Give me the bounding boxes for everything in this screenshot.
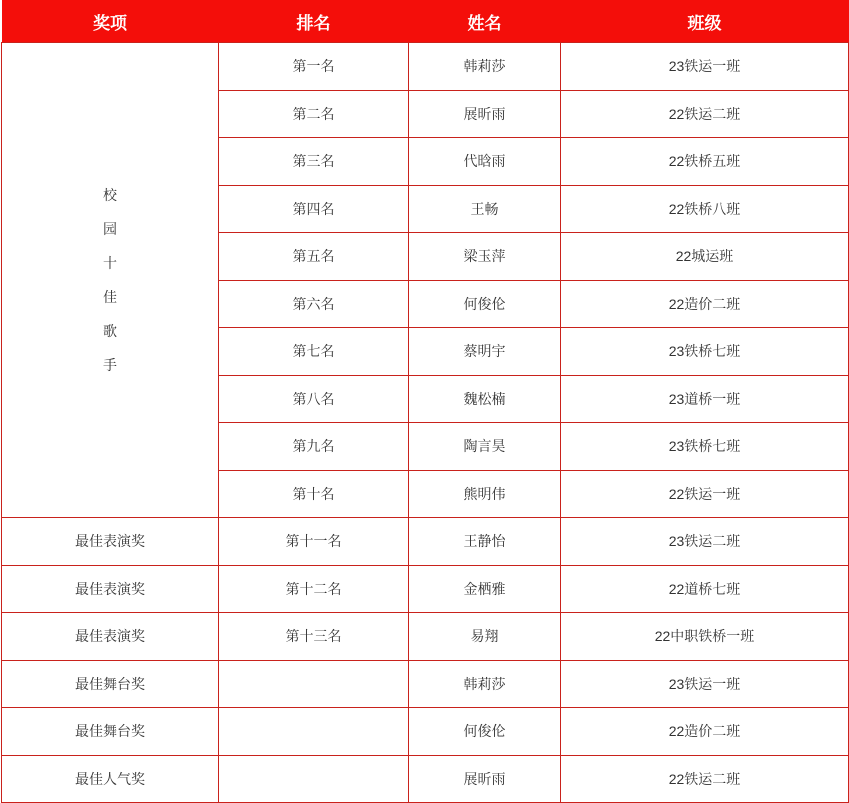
award-char: 手 [103, 357, 117, 373]
header-award: 奖项 [2, 0, 219, 43]
class-cell: 22造价二班 [561, 280, 849, 328]
rank-cell: 第十名 [219, 470, 409, 518]
header-class: 班级 [561, 0, 849, 43]
class-cell: 22中职铁桥一班 [561, 613, 849, 661]
class-cell: 22铁运二班 [561, 755, 849, 803]
award-cell: 最佳舞台奖 [2, 660, 219, 708]
name-cell: 蔡明宇 [409, 328, 561, 376]
class-cell: 23铁运一班 [561, 43, 849, 91]
campus-top-ten-singers-cell [2, 43, 219, 518]
class-cell: 23铁运二班 [561, 518, 849, 566]
award-char: 十 [103, 255, 117, 271]
name-cell: 何俊伦 [409, 280, 561, 328]
class-cell: 23铁桥七班 [561, 423, 849, 471]
award-char: 园 [103, 221, 117, 237]
name-cell: 易翔 [409, 613, 561, 661]
rank-cell: 第八名 [219, 375, 409, 423]
rank-cell: 第四名 [219, 185, 409, 233]
rank-cell: 第六名 [219, 280, 409, 328]
award-cell: 最佳人气奖 [2, 755, 219, 803]
table-header [2, 0, 849, 43]
header-row [2, 0, 849, 43]
table-row [2, 565, 849, 613]
rank-cell: 第十三名 [219, 613, 409, 661]
award-cell: 最佳表演奖 [2, 565, 219, 613]
award-cell: 最佳表演奖 [2, 518, 219, 566]
rank-cell: 第二名 [219, 90, 409, 138]
class-cell: 22铁桥八班 [561, 185, 849, 233]
name-cell: 韩莉莎 [409, 43, 561, 91]
award-char: 佳 [103, 289, 117, 305]
name-cell: 展昕雨 [409, 90, 561, 138]
award-cell: 最佳舞台奖 [2, 708, 219, 756]
name-cell: 代晗雨 [409, 138, 561, 186]
award-cell: 最佳表演奖 [2, 613, 219, 661]
name-cell: 梁玉萍 [409, 233, 561, 281]
header-rank: 排名 [219, 0, 409, 43]
rank-cell [219, 708, 409, 756]
class-cell: 23道桥一班 [561, 375, 849, 423]
class-cell: 23铁桥七班 [561, 328, 849, 376]
class-cell: 22道桥七班 [561, 565, 849, 613]
class-cell: 22铁桥五班 [561, 138, 849, 186]
rank-cell: 第十一名 [219, 518, 409, 566]
table-row [2, 755, 849, 803]
name-cell: 陶言昊 [409, 423, 561, 471]
rank-cell: 第十二名 [219, 565, 409, 613]
name-cell: 何俊伦 [409, 708, 561, 756]
table-row [2, 43, 849, 91]
header-name: 姓名 [409, 0, 561, 43]
name-cell: 魏松楠 [409, 375, 561, 423]
rank-cell: 第三名 [219, 138, 409, 186]
class-cell: 22城运班 [561, 233, 849, 281]
name-cell: 展昕雨 [409, 755, 561, 803]
rank-cell [219, 755, 409, 803]
name-cell: 熊明伟 [409, 470, 561, 518]
table-row [2, 708, 849, 756]
rank-cell: 第五名 [219, 233, 409, 281]
name-cell: 韩莉莎 [409, 660, 561, 708]
rank-cell: 第一名 [219, 43, 409, 91]
rank-cell: 第九名 [219, 423, 409, 471]
name-cell: 金栖雅 [409, 565, 561, 613]
class-cell: 22造价二班 [561, 708, 849, 756]
award-char: 歌 [103, 323, 117, 339]
rank-cell [219, 660, 409, 708]
table-row [2, 518, 849, 566]
table-body [2, 43, 849, 803]
award-char: 校 [103, 187, 117, 203]
rank-cell: 第七名 [219, 328, 409, 376]
class-cell: 22铁运一班 [561, 470, 849, 518]
class-cell: 22铁运二班 [561, 90, 849, 138]
name-cell: 王畅 [409, 185, 561, 233]
name-cell: 王静怡 [409, 518, 561, 566]
awards-table [1, 0, 849, 803]
class-cell: 23铁运一班 [561, 660, 849, 708]
table-row [2, 660, 849, 708]
table-row [2, 613, 849, 661]
